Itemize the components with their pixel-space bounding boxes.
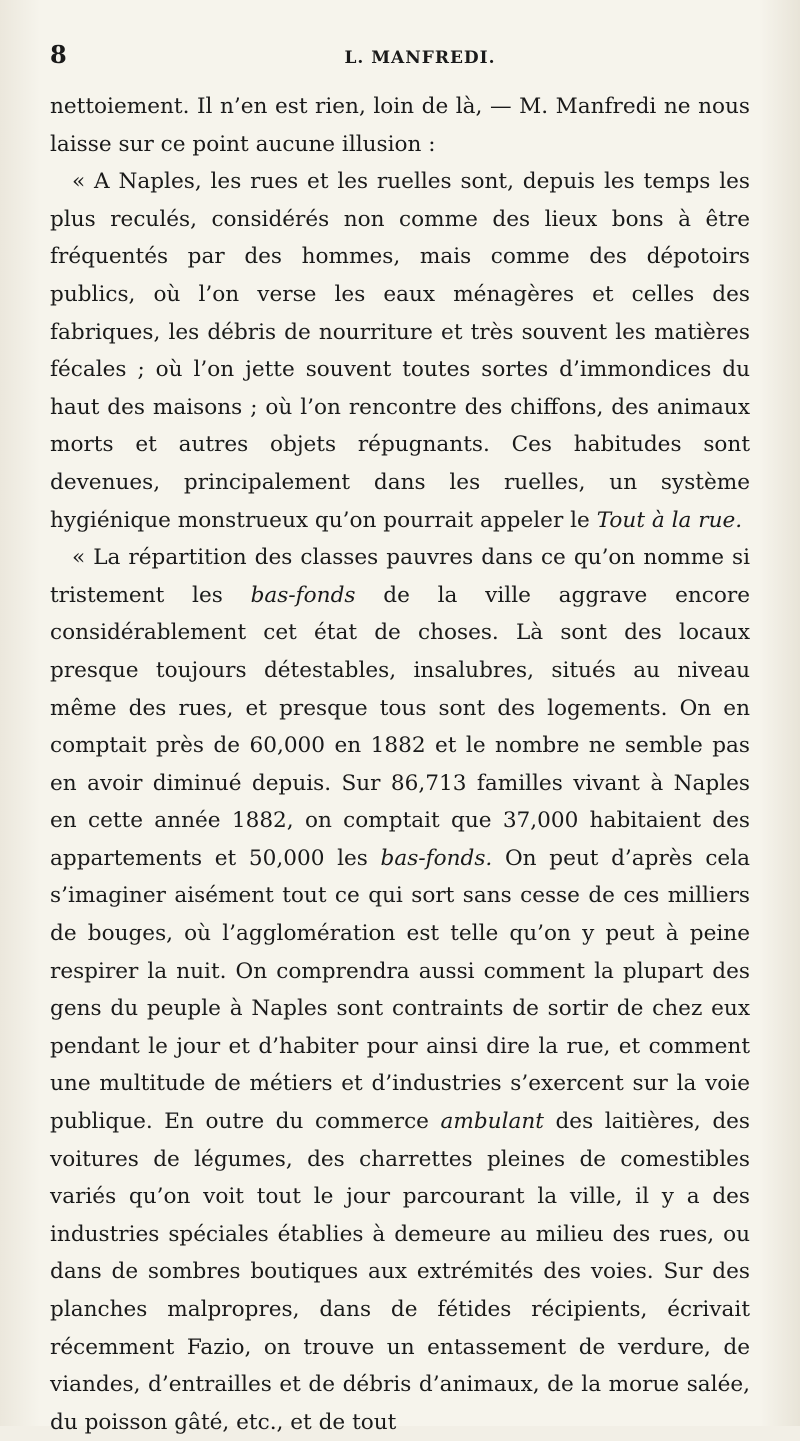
- paragraph-2-text: « A Naples, les rues et les ruelles sont, depuis les temps les plus reculés, considérés non comme des lieux bons à être fréquentés par des hommes, mais comme des dépotoirs publics, où l’on verse les eaux ménagères et celles des fabriques, les débris de nourriture et très souvent les matières fécales ; où l’on jette souvent toutes sortes d’immondices du haut des maisons ; où l’on rencontre des chiffons, des animaux morts et autres objets répugnants. Ces habitudes sont devenues, principalement dans les ruelles, un système hygiénique monstrueux qu’on pourrait appeler le: [50, 169, 750, 533]
- paragraph-3-italic-2: bas-fonds.: [380, 845, 493, 871]
- paragraph-3-italic-3: ambulant: [440, 1109, 544, 1135]
- paragraph-3-text-d: des laitières, des voitures de légumes, des charrettes pleines de comestibles variés qu’on voit tout le jour parcourant la ville, il y a des industries spéciales établies à demeure au milieu des rues, ou dans de sombres boutiques aux extrémités des voies. Sur des planches malpropres, dans de fétides récipients, écrivait récemment Fazio, on trouve un entassement de verdure, de viandes, d’entrailles et de débris d’animaux, de la morue salée, du poisson gâté, etc., et de tout: [50, 1109, 751, 1435]
- paragraph-2: [50, 163, 750, 539]
- paragraph-2-italic: Tout à la rue.: [596, 507, 743, 533]
- paragraph-1: nettoiement. Il n’en est rien, loin de là, — M. Manfredi ne nous laisse sur ce point aucune illusion :: [50, 94, 750, 157]
- running-head: L. MANFREDI.: [344, 48, 496, 68]
- paragraph-3-text-b: de la ville aggrave encore considérablement cet état de choses. Là sont des locaux presque toujours détestables, insalubres, situés au niveau même des rues, et presque tous sont des logements. On en comptait près de 60,000 en 1882 et le nombre ne semble pas en avoir diminué depuis. Sur 86,713 familles vivant à Naples en cette année 1882, on comptait que 37,000 habitaient des appartements et 50,000 les: [50, 582, 750, 871]
- paragraph-3-text-c: On peut d’après cela s’imaginer aisément tout ce qui sort sans cesse de ces milliers de bouges, où l’agglomération est telle qu’on y peut à peine respirer la nuit. On comprendra aussi comment la plupart des gens du peuple à Naples sont contraints de sortir de chez eux pendant le jour et d’habiter pour ainsi dire la rue, et comment une multitude de métiers et d’industries s’exercent sur la voie publique. En outre du commerce: [50, 845, 750, 1135]
- paragraph-3-text-a: « La répartition des classes pauvres dans ce qu’on nomme si tristement les: [50, 545, 750, 608]
- page-header: [50, 40, 750, 80]
- paragraph-3: [50, 539, 750, 1441]
- paragraph-3-italic-1: bas-fonds: [250, 582, 356, 608]
- body-text: [50, 88, 750, 1441]
- page-number: 8: [50, 40, 67, 69]
